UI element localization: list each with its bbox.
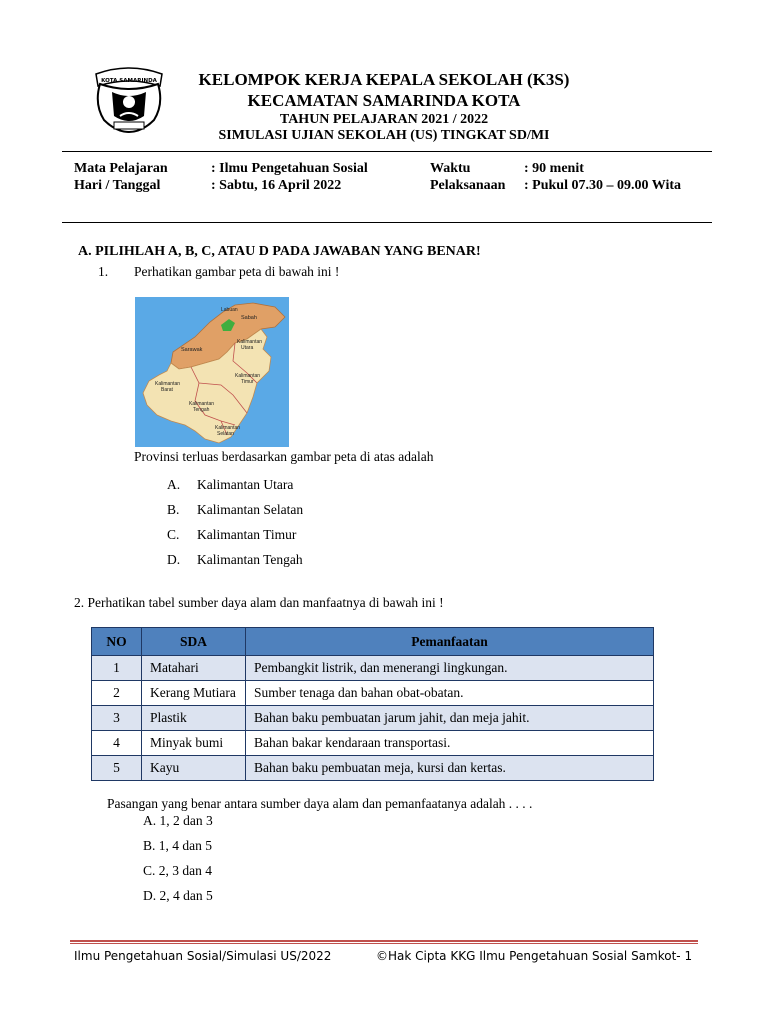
q1-option-b[interactable]: [167, 502, 303, 518]
q1-option-a[interactable]: [167, 477, 293, 493]
q1-text: Perhatikan gambar peta di bawah ini !: [134, 264, 340, 279]
map-label-kalbar-2: Barat: [161, 387, 173, 393]
header-title-3: TAHUN PELAJARAN 2021 / 2022: [279, 112, 489, 127]
map-label-sarawak: Sarawak: [181, 347, 203, 353]
table-cell-pemanfaatan: Pembangkit listrik, dan menerangi lingkungan.: [246, 656, 654, 681]
option-text: Kalimantan Tengah: [197, 552, 303, 567]
table-row: [92, 756, 654, 781]
map-label-kaltara-1: Kalimantan: [237, 339, 263, 345]
map-label-sabah: Sabah: [241, 315, 257, 321]
table-row: [92, 731, 654, 756]
mapel-value: : Ilmu Pengetahuan Sosial: [211, 161, 368, 176]
table-cell-no: 3: [92, 706, 142, 731]
table-cell-sda: Plastik: [142, 706, 246, 731]
table-cell-no: 1: [92, 656, 142, 681]
map-label-labuan: Labuan: [221, 307, 238, 313]
sda-table: [91, 627, 654, 781]
q2-option-b[interactable]: B. 1, 4 dan 5: [143, 838, 212, 853]
option-letter: B.: [167, 502, 180, 517]
header-divider: [62, 151, 712, 152]
q1-number: 1.: [98, 264, 109, 279]
footer-divider-thin: [70, 943, 698, 944]
mapel-label: Mata Pelajaran: [74, 161, 168, 176]
q2-option-c[interactable]: C. 2, 3 dan 4: [143, 863, 212, 878]
option-letter: A.: [167, 477, 181, 492]
table-cell-pemanfaatan: Bahan bakar kendaraan transportasi.: [246, 731, 654, 756]
map-label-kaltim-1: Kalimantan: [235, 373, 261, 379]
header-title-4: SIMULASI UJIAN SEKOLAH (US) TINGKAT SD/MI: [218, 128, 550, 143]
map-label-kalsel-2: Selatan: [217, 431, 234, 437]
map-label-kalsel-1: Kalimantan: [215, 425, 241, 431]
table-cell-sda: Matahari: [142, 656, 246, 681]
option-text: Kalimantan Timur: [197, 527, 297, 542]
hari-value: : Sabtu, 16 April 2022: [211, 178, 342, 193]
option-text: Kalimantan Utara: [197, 477, 294, 492]
map-label-kalteng-1: Kalimantan: [189, 401, 215, 407]
q2-option-a[interactable]: A. 1, 2 dan 3: [143, 813, 213, 828]
waktu-value: : 90 menit: [524, 161, 584, 176]
table-row: [92, 706, 654, 731]
map-label-kalbar-1: Kalimantan: [155, 381, 181, 387]
table-cell-sda: Kayu: [142, 756, 246, 781]
table-header-sda: SDA: [142, 628, 246, 656]
footer-divider: [70, 940, 698, 942]
pelaksanaan-label: Pelaksanaan: [430, 178, 506, 193]
table-cell-no: 2: [92, 681, 142, 706]
map-label-kaltim-2: Timur: [241, 379, 254, 385]
table-cell-pemanfaatan: Bahan baku pembuatan jarum jahit, dan meja jahit.: [246, 706, 654, 731]
q1-question: Provinsi terluas berdasarkan gambar peta di atas adalah: [134, 449, 434, 464]
map-label-kaltara-2: Utara: [241, 345, 254, 351]
table-header-no: NO: [92, 628, 142, 656]
pelaksanaan-value: : Pukul 07.30 – 09.00 Wita: [524, 178, 682, 193]
waktu-label: Waktu: [430, 161, 471, 176]
table-cell-no: 4: [92, 731, 142, 756]
q2-text: 2. Perhatikan tabel sumber daya alam dan manfaatnya di bawah ini !: [74, 595, 444, 610]
q1-option-d[interactable]: [167, 552, 303, 568]
table-cell-no: 5: [92, 756, 142, 781]
table-row: [92, 681, 654, 706]
q2-question: Pasangan yang benar antara sumber daya alam dan pemanfaatanya adalah . . . .: [107, 796, 533, 811]
hari-label: Hari / Tanggal: [74, 178, 161, 193]
table-cell-sda: Kerang Mutiara: [142, 681, 246, 706]
section-a-heading: A. PILIHLAH A, B, C, ATAU D PADA JAWABAN YANG BENAR!: [78, 244, 481, 259]
header-title-2: KECAMATAN SAMARINDA KOTA: [247, 91, 521, 110]
footer-left: Ilmu Pengetahuan Sosial/Simulasi US/2022: [74, 949, 332, 963]
footer-right: ©Hak Cipta KKG Ilmu Pengetahuan Sosial Samkot- 1: [376, 949, 693, 963]
table-cell-pemanfaatan: Sumber tenaga dan bahan obat-obatan.: [246, 681, 654, 706]
borneo-map: [135, 297, 289, 447]
table-cell-sda: Minyak bumi: [142, 731, 246, 756]
table-cell-pemanfaatan: Bahan baku pembuatan meja, kursi dan kertas.: [246, 756, 654, 781]
map-label-kalteng-2: Tengah: [193, 407, 210, 413]
table-header-pemanfaatan: Pemanfaatan: [246, 628, 654, 656]
table-header-row: [92, 628, 654, 656]
option-letter: C.: [167, 527, 180, 542]
table-row: [92, 656, 654, 681]
info-divider: [62, 222, 712, 223]
header-title-1: KELOMPOK KERJA KEPALA SEKOLAH (K3S): [198, 70, 570, 89]
logo-banner-text: KOTA SAMARINDA: [101, 78, 157, 84]
q2-option-d[interactable]: D. 2, 4 dan 5: [143, 888, 213, 903]
option-text: Kalimantan Selatan: [197, 502, 304, 517]
option-letter: D.: [167, 552, 181, 567]
q1-option-c[interactable]: [167, 527, 296, 543]
